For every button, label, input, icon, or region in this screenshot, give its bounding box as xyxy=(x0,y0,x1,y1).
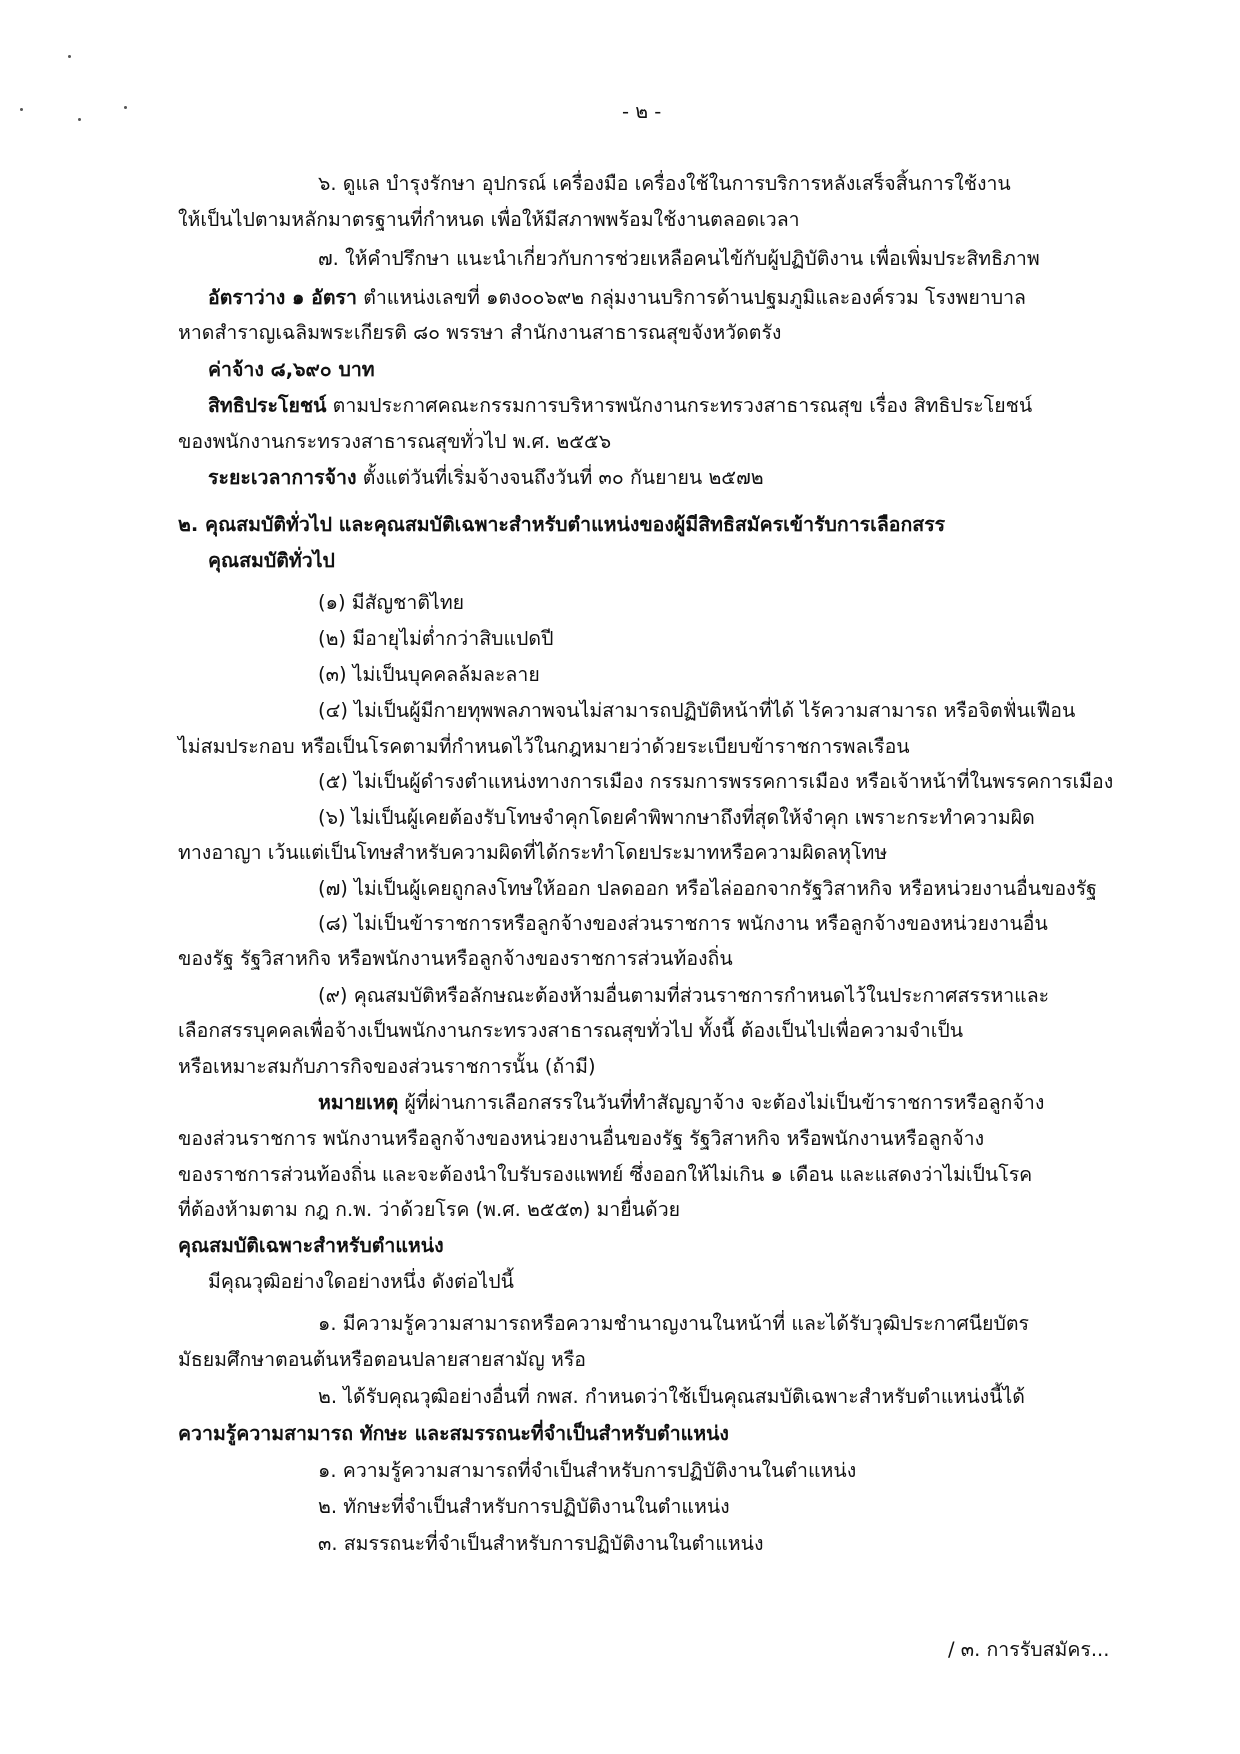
competency-2: ๒. ทักษะที่จำเป็นสำหรับการปฏิบัติงานในตำแหน่ง xyxy=(318,1495,730,1518)
general-qualifications-heading: คุณสมบัติทั่วไป xyxy=(208,549,335,572)
qualification-7: (๗) ไม่เป็นผู้เคยถูกลงโทษให้ออก ปลดออก หรือไล่ออกจากรัฐวิสาหกิจ หรือหน่วยงานอื่นของรัฐ xyxy=(318,877,1097,900)
qualification-1: (๑) มีสัญชาติไทย xyxy=(318,591,465,614)
vacancy-label: อัตราว่าง ๑ อัตรา xyxy=(208,286,357,309)
scan-speck xyxy=(78,118,81,121)
page-number: - ๒ - xyxy=(622,100,662,123)
note-label: หมายเหตุ xyxy=(318,1091,399,1114)
qualification-4-line-2: ไม่สมประกอบ หรือเป็นโรคตามที่กำหนดไว้ในกฎหมายว่าด้วยระเบียบข้าราชการพลเรือน xyxy=(178,735,910,758)
vacancy-text: ตำแหน่งเลขที่ ๑ตง๐๐๖๙๒ กลุ่มงานบริการด้านปฐมภูมิและองค์รวม โรงพยาบาล xyxy=(363,286,1027,309)
note-line-4: ที่ต้องห้ามตาม กฎ ก.พ. ว่าด้วยโรค (พ.ศ. ๒๕๕๓) มายื่นด้วย xyxy=(178,1198,681,1221)
specific-item-1-line-2: มัธยมศึกษาตอนต้นหรือตอนปลายสายสามัญ หรือ xyxy=(178,1348,587,1371)
qualification-9-line-1: (๙) คุณสมบัติหรือลักษณะต้องห้ามอื่นตามที่ส่วนราชการกำหนดไว้ในประกาศสรรหาและ xyxy=(318,984,1050,1007)
note-line-1 xyxy=(318,1091,1044,1114)
vacancy-line-1 xyxy=(208,286,1026,309)
qualification-3: (๓) ไม่เป็นบุคคลล้มละลาย xyxy=(318,663,540,686)
specific-qualifications-heading: คุณสมบัติเฉพาะสำหรับตำแหน่ง xyxy=(178,1234,444,1257)
scan-speck xyxy=(68,55,71,58)
qualification-8-line-2: ของรัฐ รัฐวิสาหกิจ หรือพนักงานหรือลูกจ้างของราชการส่วนท้องถิ่น xyxy=(178,947,733,970)
duty-item-6-line-1: ๖. ดูแล บำรุงรักษา อุปกรณ์ เครื่องมือ เครื่องใช้ในการบริการหลังเสร็จสิ้นการใช้งาน xyxy=(318,172,1011,195)
scan-speck xyxy=(124,106,127,109)
competency-3: ๓. สมรรถนะที่จำเป็นสำหรับการปฏิบัติงานในตำแหน่ง xyxy=(318,1532,764,1555)
note-line-2: ของส่วนราชการ พนักงานหรือลูกจ้างของหน่วยงานอื่นของรัฐ รัฐวิสาหกิจ หรือพนักงานหรือลูกจ้าง xyxy=(178,1127,985,1150)
benefits-line-1 xyxy=(208,394,1032,417)
qualification-6-line-1: (๖) ไม่เป็นผู้เคยต้องรับโทษจำคุกโดยคำพิพากษาถึงที่สุดให้จำคุก เพราะกระทำความผิด xyxy=(318,806,1035,829)
vacancy-line-2: หาดสำราญเฉลิมพระเกียรติ ๘๐ พรรษา สำนักงานสาธารณสุขจังหวัดตรัง xyxy=(178,321,782,344)
qualification-8-line-1: (๘) ไม่เป็นข้าราชการหรือลูกจ้างของส่วนราชการ พนักงาน หรือลูกจ้างของหน่วยงานอื่น xyxy=(318,912,1048,935)
qualification-5: (๕) ไม่เป็นผู้ดำรงตำแหน่งทางการเมือง กรรมการพรรคการเมือง หรือเจ้าหน้าที่ในพรรคการเมือง xyxy=(318,770,1114,793)
benefits-label: สิทธิประโยชน์ xyxy=(208,394,327,417)
duty-item-6-line-2: ให้เป็นไปตามหลักมาตรฐานที่กำหนด เพื่อให้มีสภาพพร้อมใช้งานตลอดเวลา xyxy=(178,208,800,231)
period-label: ระยะเวลาการจ้าง xyxy=(208,466,357,489)
benefits-line-2: ของพนักงานกระทรวงสาธารณสุขทั่วไป พ.ศ. ๒๕๕๖ xyxy=(178,430,612,453)
competency-1: ๑. ความรู้ความสามารถที่จำเป็นสำหรับการปฏิบัติงานในตำแหน่ง xyxy=(318,1459,857,1482)
qualification-9-line-3: หรือเหมาะสมกับภารกิจของส่วนราชการนั้น (ถ้ามี) xyxy=(178,1055,596,1078)
specific-intro: มีคุณวุฒิอย่างใดอย่างหนึ่ง ดังต่อไปนี้ xyxy=(208,1270,514,1293)
wage: ค่าจ้าง ๘,๖๙๐ บาท xyxy=(208,358,375,381)
duty-item-7: ๗. ให้คำปรึกษา แนะนำเกี่ยวกับการช่วยเหลือคนไข้กับผู้ปฏิบัติงาน เพื่อเพิ่มประสิทธิภาพ xyxy=(318,247,1040,270)
period-text: ตั้งแต่วันที่เริ่มจ้างจนถึงวันที่ ๓๐ กันยายน ๒๕๗๒ xyxy=(362,466,764,489)
note-text: ผู้ที่ผ่านการเลือกสรรในวันที่ทำสัญญาจ้าง จะต้องไม่เป็นข้าราชการหรือลูกจ้าง xyxy=(404,1091,1045,1114)
qualification-9-line-2: เลือกสรรบุคคลเพื่อจ้างเป็นพนักงานกระทรวงสาธารณสุขทั่วไป ทั้งนี้ ต้องเป็นไปเพื่อความจำเป็น xyxy=(178,1019,964,1042)
note-line-3: ของราชการส่วนท้องถิ่น และจะต้องนำใบรับรองแพทย์ ซึ่งออกให้ไม่เกิน ๑ เดือน และแสดงว่าไม่เป็นโรค xyxy=(178,1163,1033,1186)
section-2-heading: ๒. คุณสมบัติทั่วไป และคุณสมบัติเฉพาะสำหรับตำแหน่งของผู้มีสิทธิสมัครเข้ารับการเลือกสรร xyxy=(178,513,946,536)
scan-speck xyxy=(20,108,23,111)
specific-item-1-line-1: ๑. มีความรู้ความสามารถหรือความชำนาญงานในหน้าที่ และได้รับวุฒิประกาศนียบัตร xyxy=(318,1312,1029,1335)
qualification-6-line-2: ทางอาญา เว้นแต่เป็นโทษสำหรับความผิดที่ได้กระทำโดยประมาทหรือความผิดลหุโทษ xyxy=(178,841,888,864)
benefits-text: ตามประกาศคณะกรรมการบริหารพนักงานกระทรวงสาธารณสุข เรื่อง สิทธิประโยชน์ xyxy=(332,394,1033,417)
qualification-4-line-1: (๔) ไม่เป็นผู้มีกายทุพพลภาพจนไม่สามารถปฏิบัติหน้าที่ได้ ไร้ความสามารถ หรือจิตฟั่นเฟือน xyxy=(318,699,1076,722)
competency-heading: ความรู้ความสามารถ ทักษะ และสมรรถนะที่จำเป็นสำหรับตำแหน่ง xyxy=(178,1422,729,1445)
qualification-2: (๒) มีอายุไม่ต่ำกว่าสิบแปดปี xyxy=(318,627,554,650)
specific-item-2: ๒. ได้รับคุณวุฒิอย่างอื่นที่ กพส. กำหนดว่าใช้เป็นคุณสมบัติเฉพาะสำหรับตำแหน่งนี้ได้ xyxy=(318,1385,1025,1408)
employment-period xyxy=(208,466,764,489)
continued-footer: / ๓. การรับสมัคร... xyxy=(948,1638,1110,1661)
